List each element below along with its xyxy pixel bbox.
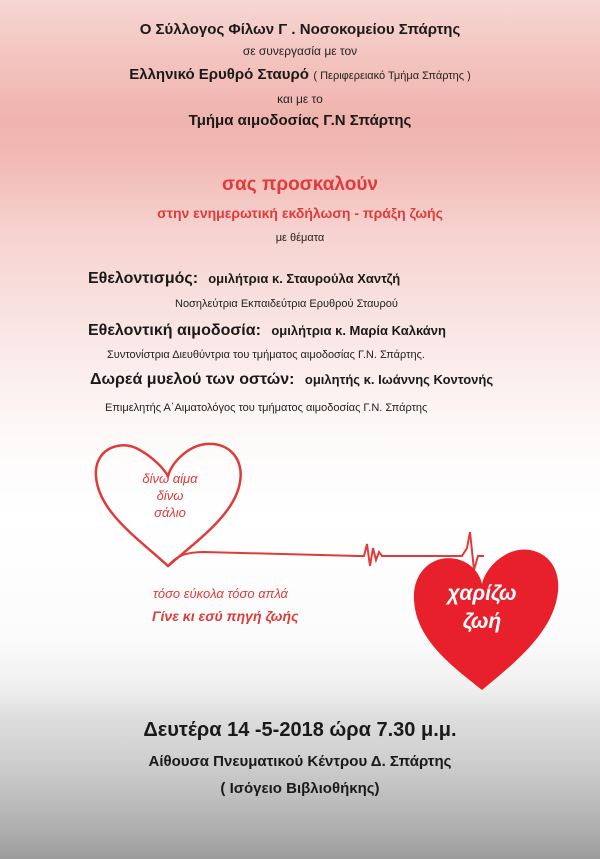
event-venue-detail: ( Ισόγειο Βιβλιοθήκης) — [220, 780, 380, 797]
topic-role: Νοσηλεύτρια Εκπαιδεύτρια Ερυθρού Σταυρού — [175, 298, 398, 310]
topic-speaker: ομιλήτρια κ. Σταυρούλα Χαντζή — [208, 271, 401, 286]
collaboration-line: σε συνεργασία με τον — [242, 44, 358, 58]
red-heart-text-line: ζωή — [462, 610, 502, 633]
heart-text-line: δίνω — [156, 488, 184, 503]
red-heart-text-line: χαρίζω — [447, 582, 517, 605]
topics-intro: με θέματα — [275, 232, 325, 244]
red-heart-text — [432, 580, 532, 636]
and-with-line: και με το — [277, 92, 323, 106]
topic-role: Συντονίστρια Διευθύντρια του τμήματος αιμοδοσίας Γ.Ν. Σπάρτης. — [107, 349, 425, 361]
life-line: Γίνε κι εσύ πηγή ζωής — [152, 608, 299, 624]
easy-line: τόσο εύκολα τόσο απλά — [153, 586, 288, 601]
red-cross-name: Ελληνικό Ερυθρό Σταυρό — [129, 66, 309, 83]
topic-title: Δωρεά μυελού των οστών: — [90, 371, 295, 388]
topic-title: Εθελοντισμός: — [88, 270, 199, 287]
invite-title: σας προσκαλούν — [222, 174, 378, 195]
event-date-time: Δευτέρα 14 -5-2018 ώρα 7.30 μ.μ. — [143, 719, 457, 741]
topic-role: Επιμελητής Α΄Αιματολόγος του τμήματος αιμοδοσίας Γ.Ν. Σπάρτης — [105, 402, 428, 414]
blood-dept-line: Τμήμα αιμοδοσίας Γ.Ν Σπάρτης — [188, 112, 412, 129]
topic-speaker: ομιλητής κ. Ιωάννης Κοντονής — [304, 372, 494, 387]
heart-text — [128, 470, 212, 521]
heart-text-line: δίνω αίμα — [142, 471, 198, 486]
red-cross-branch: ( Περιφερειακό Τμήμα Σπάρτης ) — [313, 70, 471, 82]
topic-speaker: ομιλήτρια κ. Μαρία Καλκάνη — [271, 323, 446, 338]
invite-subtitle: στην ενημερωτική εκδήλωση - πράξη ζωής — [157, 205, 443, 221]
heart-text-line: σάλιο — [154, 505, 186, 520]
organizer-line: Ο Σύλλογος Φίλων Γ . Νοσοκομείου Σπάρτης — [139, 21, 461, 38]
event-venue: Αίθουσα Πνευματικού Κέντρου Δ. Σπάρτης — [148, 753, 452, 770]
topic-title: Εθελοντική αιμοδοσία: — [88, 322, 261, 339]
